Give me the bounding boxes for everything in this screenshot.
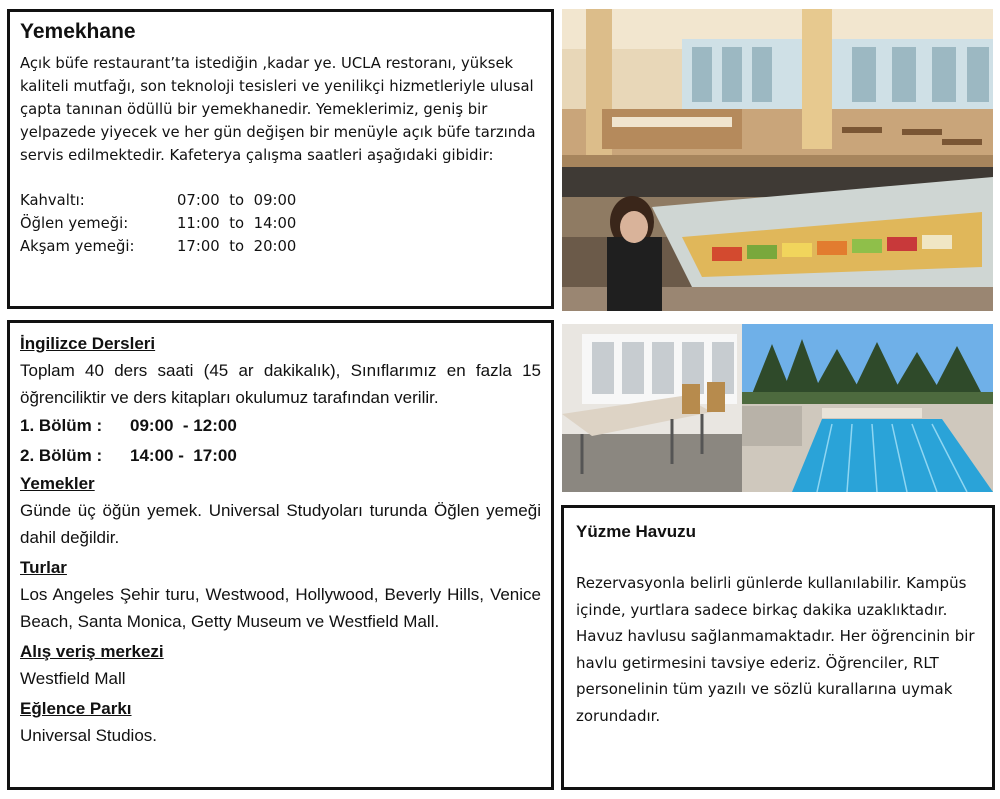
meals-heading: Yemekler: [20, 474, 95, 493]
amusement-park-text: Universal Studios.: [20, 726, 158, 745]
dining-hall-photo: [562, 9, 993, 167]
session-name: 1. Bölüm :: [20, 416, 103, 435]
english-courses-text: Toplam 40 ders saati (45 ar dakikalık), Sınıflarımız en fazla 15 öğrenciliktir ve ders kitapları okulumuz tarafından verilir.: [20, 361, 541, 407]
hours-separator: to: [229, 215, 245, 232]
dining-hall-description: Açık büfe restaurant’ta istediğin ,kadar ye. UCLA restoranı, yüksek kaliteli mutfağı, son teknoloji tesisleri ve yenilikçi hizmetleriyle ulusal çapta tanınan ödüllü bir yemekhanedir. Yemeklerimiz, geniş bir yelpazede yiyecek ve her gün değişen bir menüyle açık büfe tarzında servis edilmektedir. Kafeterya çalışma saatleri aşağıdaki gibidir:: [20, 55, 536, 164]
swimming-pool-section: [561, 505, 995, 790]
session-row-1: [20, 411, 541, 441]
session-time: 14:00 - 17:00: [130, 446, 237, 465]
hours-start: 11:00: [177, 215, 220, 232]
hours-label: Kahvaltı:: [20, 192, 85, 209]
hours-label: Akşam yemeği:: [20, 238, 135, 255]
program-details-section: [7, 320, 554, 790]
session-name: 2. Bölüm :: [20, 446, 103, 465]
hours-separator: to: [229, 192, 245, 209]
tours-heading: Turlar: [20, 558, 67, 577]
hours-start: 07:00: [177, 192, 220, 209]
swimming-pool-photo: [742, 324, 993, 492]
dining-hall-title: Yemekhane: [20, 20, 136, 43]
shopping-text: Westfield Mall: [20, 669, 126, 688]
cafeteria-hours: [20, 189, 541, 258]
hours-end: 09:00: [253, 192, 297, 209]
english-courses-heading: İngilizce Dersleri: [20, 334, 156, 353]
hours-start: 17:00: [177, 238, 220, 255]
swimming-pool-description: Rezervasyonla belirli günlerde kullanılabilir. Kampüs içinde, yurtlara sadece birkaç dakika uzaklıktadır. Havuz havlusu sağlanmamaktadır. Her öğrencinin bir havlu getirmesini tavsiye ederiz. Öğrenciler, RLT personelinin tüm yazılı ve sözlü kurallarına uymak zorundadır.: [576, 574, 975, 725]
meals-text: Günde üç öğün yemek. Universal Studyoları turunda Öğlen yemeği dahil değildir.: [20, 501, 541, 547]
hours-separator: to: [229, 238, 245, 255]
hours-end: 20:00: [253, 238, 297, 255]
swimming-pool-title: Yüzme Havuzu: [576, 522, 696, 541]
hours-row-breakfast: [20, 189, 541, 212]
classroom-photo: [562, 324, 742, 492]
tours-text: Los Angeles Şehir turu, Westwood, Hollywood, Beverly Hills, Venice Beach, Santa Monica, Getty Museum ve Westfield Mall.: [20, 585, 541, 631]
hours-end: 14:00: [253, 215, 297, 232]
amusement-park-heading: Eğlence Parkı: [20, 699, 132, 718]
shopping-heading: Alış veriş merkezi: [20, 642, 164, 661]
hours-row-lunch: [20, 212, 541, 235]
session-time: 09:00 - 12:00: [130, 416, 237, 435]
hours-label: Öğlen yemeği:: [20, 215, 129, 232]
session-row-2: [20, 441, 541, 471]
dining-hall-section: [7, 9, 554, 309]
salad-bar-photo: [562, 167, 993, 311]
hours-row-dinner: [20, 235, 541, 258]
